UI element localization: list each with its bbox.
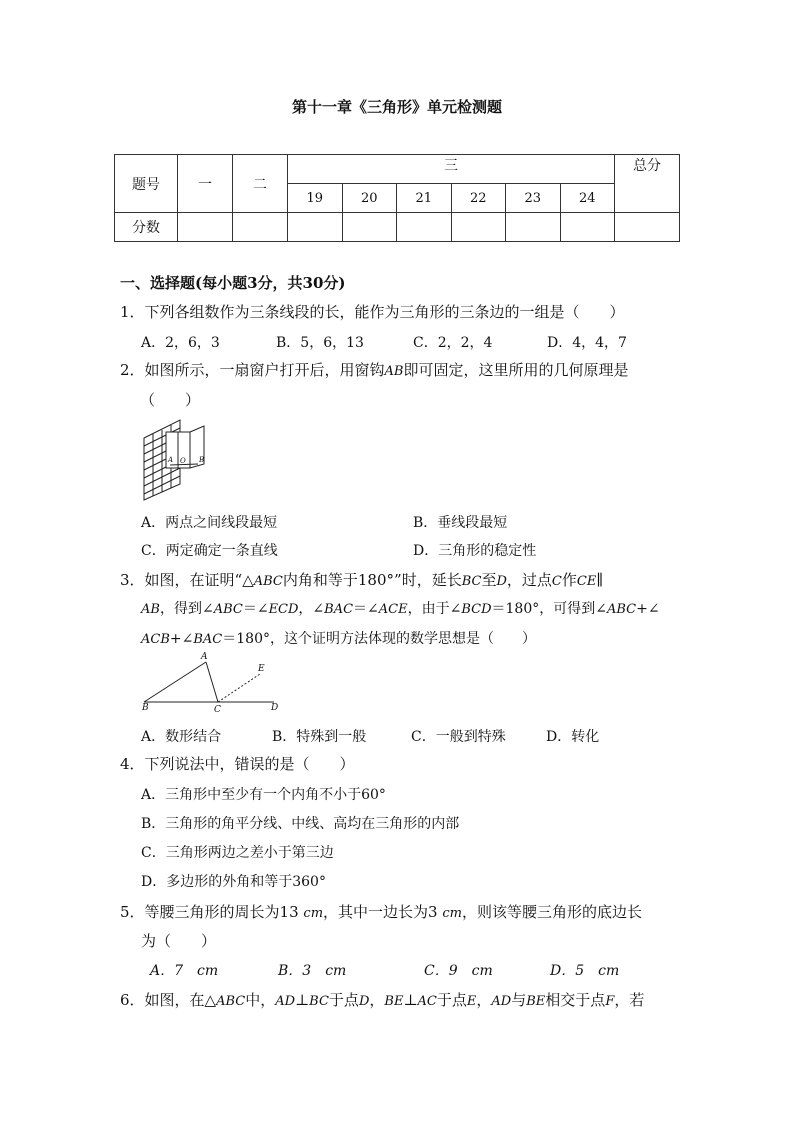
q6-t: D	[358, 994, 370, 1009]
q5-t: cm	[303, 906, 324, 921]
section-heading: 一、选择题(每小题3分，共30分)	[120, 274, 346, 292]
q6-t: ⊥	[295, 991, 310, 1009]
q6-t: BE	[384, 994, 404, 1009]
q6-t: AD	[275, 994, 296, 1009]
q3-t: ，由于∠	[407, 601, 462, 617]
q3-option-d: D．转化	[546, 729, 600, 745]
q6-t: AD	[491, 994, 512, 1009]
score-table-header-part1: 一	[178, 155, 233, 213]
fig2-label-b: B	[199, 456, 205, 464]
q6-t: 相交于点	[545, 991, 606, 1009]
question-3-line3	[141, 628, 536, 648]
q3-t: C	[551, 574, 562, 589]
score-table-header-label: 题号	[115, 155, 178, 213]
score-table-subnum: 19	[288, 184, 343, 213]
q3-t: ABC	[606, 602, 637, 617]
fig3-label-d: D	[271, 703, 279, 713]
q6-t: 于点	[328, 991, 359, 1009]
fig3-label-b: B	[142, 703, 149, 713]
q3-t: BC	[461, 574, 482, 589]
q6-t: ABC	[216, 994, 246, 1009]
q2-option-d: D．三角形的稳定性	[413, 543, 537, 559]
q3-t: +∠	[636, 601, 660, 617]
q1-option-c: C．2，2，4	[413, 335, 493, 351]
q5-t: 5．等腰三角形的周长为13	[120, 903, 299, 921]
q3-t: ABC	[213, 602, 243, 617]
question-5-line1	[120, 898, 680, 928]
q3-t: ACE	[378, 602, 408, 617]
fig3-label-c: C	[214, 705, 221, 715]
q4-option-c: C．三角形两边之差小于第三边	[141, 845, 334, 861]
q6-t: ，	[476, 991, 492, 1009]
q3-t: ECD	[268, 602, 299, 617]
triangle-figure	[138, 652, 288, 718]
score-cell	[178, 213, 233, 242]
q3-t: +∠	[169, 631, 194, 647]
q6-t: 中，	[245, 991, 276, 1009]
q3-t: ，得到∠	[159, 601, 214, 617]
q2-option-b: B．垂线段最短	[413, 515, 508, 531]
score-table-subnum: 21	[397, 184, 452, 213]
q5-option-d: D．5 cm	[550, 963, 620, 979]
q3-t: 作	[561, 571, 577, 589]
score-cell	[233, 213, 288, 242]
score-cell	[342, 213, 397, 242]
q3-t: ，过点	[506, 571, 552, 589]
q3-t: ＝∠	[353, 601, 379, 617]
q2-text-a: 2．如图所示，一扇窗户打开后，用窗钩	[120, 361, 385, 379]
page-title: 第十一章《三角形》单元检测题	[291, 98, 502, 116]
q3-t: ＝180°，可得到∠	[491, 601, 607, 617]
q6-t: BC	[309, 994, 329, 1009]
question-4: 4．下列说法中，错误的是（ ）	[120, 755, 355, 773]
q6-t: E	[466, 994, 477, 1009]
q4-option-a: A．三角形中至少有一个内角不小于60°	[141, 787, 386, 803]
question-2	[120, 356, 680, 414]
question-3-line2	[141, 598, 660, 618]
question-5-line2: 为（ ）	[141, 932, 217, 950]
q3-t: BAC	[193, 632, 223, 647]
score-table-header-total: 总分	[615, 155, 680, 213]
q3-option-b: B．特殊到一般	[272, 729, 367, 745]
q6-t: ，若	[614, 991, 645, 1009]
q1-option-d: D．4，4，7	[547, 335, 627, 351]
q3-t: ABC	[253, 574, 283, 589]
q6-t: ⊥	[403, 991, 418, 1009]
q5-option-b: B．3 cm	[278, 963, 347, 979]
q1-option-b: B．5，6，13	[276, 335, 364, 351]
q6-t: F	[605, 994, 615, 1009]
score-cell	[451, 213, 506, 242]
q3-t: 至	[481, 571, 497, 589]
question-6	[120, 986, 680, 1016]
fig2-label-a: A	[168, 456, 174, 464]
q3-t: BAC	[324, 602, 354, 617]
q1-option-a: A．2，6，3	[141, 335, 220, 351]
q5-option-c: C．9 cm	[424, 963, 493, 979]
q5-t: cm	[442, 906, 462, 921]
score-table-header-part2: 二	[233, 155, 288, 213]
question-3-line1	[120, 566, 680, 596]
q3-t: ACB	[141, 632, 170, 647]
q5-option-a: A．7 cm	[150, 963, 219, 979]
score-table	[114, 154, 680, 242]
q6-t: 与	[511, 991, 527, 1009]
q6-t: AC	[417, 994, 437, 1009]
score-table-subnum: 20	[342, 184, 397, 213]
q3-option-a: A．数形结合	[141, 729, 222, 745]
score-cell	[560, 213, 615, 242]
question-1: 1．下列各组数作为三条线段的长，能作为三角形的三条边的一组是（ ）	[120, 303, 625, 321]
q6-t: 于点	[436, 991, 467, 1009]
q3-t: ∥	[596, 571, 604, 589]
score-cell	[506, 213, 561, 242]
q6-t: ，	[369, 991, 385, 1009]
fig2-label-o: O	[180, 457, 186, 465]
q4-option-b: B．三角形的角平分线、中线、高均在三角形的内部	[141, 816, 460, 832]
score-cell	[397, 213, 452, 242]
q6-t: 6．如图，在△	[120, 991, 217, 1009]
q3-t: D	[496, 574, 507, 589]
score-table-subnum: 24	[560, 184, 615, 213]
q4-option-d: D．多边形的外角和等于360°	[141, 874, 326, 890]
q6-t: BE	[526, 994, 546, 1009]
q3-t: BCD	[461, 602, 492, 617]
q3-t: 3．如图，在证明“△	[120, 571, 254, 589]
q2-bracket: （ ）	[140, 391, 201, 409]
score-table-subnum: 22	[451, 184, 506, 213]
q5-t: ，其中一边长为3	[323, 903, 438, 921]
q3-t: CE	[576, 574, 597, 589]
score-cell	[615, 213, 680, 242]
score-table-subnum: 23	[506, 184, 561, 213]
q3-t: ，∠	[298, 601, 325, 617]
q2-ab: AB	[384, 364, 404, 379]
q2-text-b: 即可固定，这里所用的几何原理是	[403, 361, 629, 379]
score-cell	[288, 213, 343, 242]
q3-option-c: C．一般到特殊	[411, 729, 506, 745]
q2-option-c: C．两定确定一条直线	[141, 543, 278, 559]
q3-t: AB	[141, 602, 160, 617]
fig3-label-e: E	[258, 664, 265, 674]
q5-t: ，则该等腰三角形的底边长	[461, 903, 642, 921]
q3-t: ＝∠	[242, 601, 269, 617]
q3-t: ＝180°，这个证明方法体现的数学思想是（ ）	[222, 631, 536, 647]
q3-t: 内角和等于180°”时，延长	[282, 571, 462, 589]
score-table-header-part3: 三	[288, 155, 615, 184]
fig3-label-a: A	[201, 652, 208, 662]
score-table-score-label: 分数	[115, 213, 178, 242]
q2-option-a: A．两点之间线段最短	[141, 515, 278, 531]
